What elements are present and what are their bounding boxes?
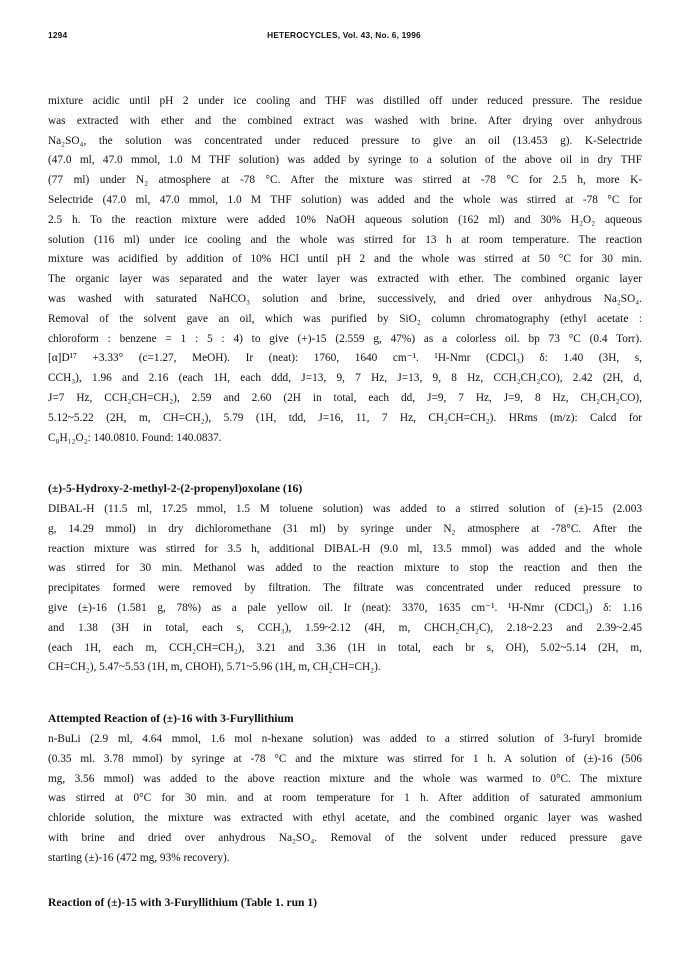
text-line: (77 ml) under N₂ atmosphere at -78 °C. After the mixture was stirred at -78 °C for 2.5 h, more K- xyxy=(48,174,642,187)
text-line: n-BuLi (2.9 ml, 4.64 mmol, 1.6 mol n-hexane solution) was added to a stirred solution of 3-furyl bromide xyxy=(48,733,642,745)
text-line: DIBAL-H (11.5 ml, 17.25 mmol, 1.5 M toluene solution) was added to a stirred solution of (±)-15 (2.003 xyxy=(48,503,642,515)
text-line: and 1.38 (3H in total, each s, CCH₃), 1.59~2.12 (4H, m, CHCH₂CH₂C), 2.18~2.23 and 2.39~2.45 xyxy=(48,621,642,634)
text-line: precipitates formed were removed by filtration. The filtrate was concentrated under reduced pressure to xyxy=(48,582,642,595)
text-line: CCH₃), 1.96 and 2.16 (each 1H, each ddd, J=13, 9, 7 Hz, J=13, 9, 8 Hz, CCH₂CH₂CO), 2.42 (2H, d, xyxy=(48,372,642,385)
section-heading-reaction-run-1: Reaction of (±)-15 with 3-Furyllithium (Table 1. run 1) xyxy=(48,896,318,909)
text-line: reaction mixture was stirred for 3.5 h, additional DIBAL-H (9.0 ml, 13.5 mmol) was added and the whole xyxy=(48,542,642,555)
text-line: starting (±)-16 (472 mg, 93% recovery). xyxy=(48,851,230,864)
experimental-paragraph-1 xyxy=(48,92,642,448)
section-heading-attempted-reaction: Attempted Reaction of (±)-16 with 3-Furyllithium xyxy=(48,712,294,725)
text-line: chloroform : benzene = 1 : 5 : 4) to give (+)-15 (2.559 g, 47%) as a colorless oil. bp 73 °C (0.4 Torr). xyxy=(48,332,642,345)
text-line: g, 14.29 mmol) in dry dichloromethane (31 ml) by syringe under N₂ atmosphere at -78°C. After the xyxy=(48,522,642,535)
text-line: The organic layer was separated and the water layer was extracted with ether. The combined organic layer xyxy=(48,273,642,286)
text-line: solution (116 ml) under ice cooling and the whole was stirred for 13 h at room temperature. The reaction xyxy=(48,233,642,246)
text-line: [α]D¹⁷ +3.33° (c=1.27, MeOH). Ir (neat): 1760, 1640 cm⁻¹. ¹H-Nmr (CDCl₃) δ: 1.40 (3H, s, xyxy=(48,352,642,365)
text-line: was stirred at 0°C for 30 min. and at room temperature for 1 h. After addition of saturated ammonium xyxy=(48,792,642,805)
journal-citation: HETEROCYCLES, Vol. 43, No. 6, 1996 xyxy=(267,30,421,40)
experimental-paragraph-2 xyxy=(48,500,642,678)
text-line: mixture acidic until pH 2 under ice cooling and THF was distilled off under reduced pressure. The residue xyxy=(48,95,642,107)
text-line: was extracted with ether and the combined extract was washed with brine. After drying over anhydrous xyxy=(48,114,642,127)
text-line: was washed with saturated NaHCO₃ solution and brine, successively, and dried over anhydrous Na₂SO₄. xyxy=(48,292,642,305)
text-line: with brine and dried over anhydrous Na₂SO₄. Removal of the solvent under reduced pressure gave xyxy=(48,831,642,844)
text-line: (47.0 ml, 47.0 mmol, 1.0 M THF solution) was added by syringe to a solution of the above oil in dry THF xyxy=(48,154,642,167)
text-line: (0.35 ml. 3.78 mmol) by syringe at -78 °C and the mixture was stirred for 1 h. A solution of (±)-16 (506 xyxy=(48,752,642,765)
text-line: 5.12~5.22 (2H, m, CH=CH₂), 5.79 (1H, tdd, J=16, 11, 7 Hz, CH₂CH=CH₂). HRms (m/z): Calcd for xyxy=(48,411,642,424)
text-line: CH=CH₂), 5.47~5.53 (1H, m, CHOH), 5.71~5.96 (1H, m, CH₂CH=CH₂). xyxy=(48,661,381,674)
text-line: J=7 Hz, CCH₂CH=CH₂), 2.59 and 2.60 (2H in total, each dd, J=9, 7 Hz, J=9, 8 Hz, CH₂CH₂CO), xyxy=(48,391,642,404)
text-line: (each 1H, each m, CCH₂CH=CH₂), 3.21 and 3.36 (1H in total, each br s, OH), 5.02~5.14 (2H, m, xyxy=(48,641,642,654)
text-line: Removal of the solvent gave an oil, which was purified by SiO₂ column chromatography (ethyl acetate : xyxy=(48,312,642,325)
page-number: 1294 xyxy=(48,30,68,40)
text-line: mixture was acidified by addition of 10% HCl until pH 2 and the whole was stirred at 50 °C for 30 min. xyxy=(48,253,642,266)
text-line: C₈H₁₂O₂: 140.0810. Found: 140.0837. xyxy=(48,431,222,444)
text-line: Selectride (47.0 ml, 47.0 mmol, 1.0 M THF solution) was added and the whole was stirred at -78 °C for xyxy=(48,193,642,206)
text-line: mg, 3.56 mmol) was added to the above reaction mixture and the whole was warmed to 0°C. The mixture xyxy=(48,772,642,785)
text-line: was stirred for 30 min. Methanol was added to the reaction mixture to stop the reaction and then the xyxy=(48,562,642,575)
compound-heading-16: (±)-5-Hydroxy-2-methyl-2-(2-propenyl)oxolane (16) xyxy=(48,482,303,495)
running-head xyxy=(48,30,640,46)
text-line: Na₂SO₄, the solution was concentrated under reduced pressure to give an oil (13.453 g). K-Selectride xyxy=(48,134,642,147)
text-line: 2.5 h. To the reaction mixture were added 10% NaOH aqueous solution (162 ml) and 30% H₂O₂ aqueous xyxy=(48,213,642,226)
text-line: give (±)-16 (1.581 g, 78%) as a pale yellow oil. Ir (neat): 3370, 1635 cm⁻¹. ¹H-Nmr (CDCl₃) δ: 1.16 xyxy=(48,601,642,614)
text-line: chloride solution, the mixture was extracted with ethyl acetate, and the combined organic layer was washed xyxy=(48,812,642,825)
experimental-paragraph-3 xyxy=(48,730,642,869)
